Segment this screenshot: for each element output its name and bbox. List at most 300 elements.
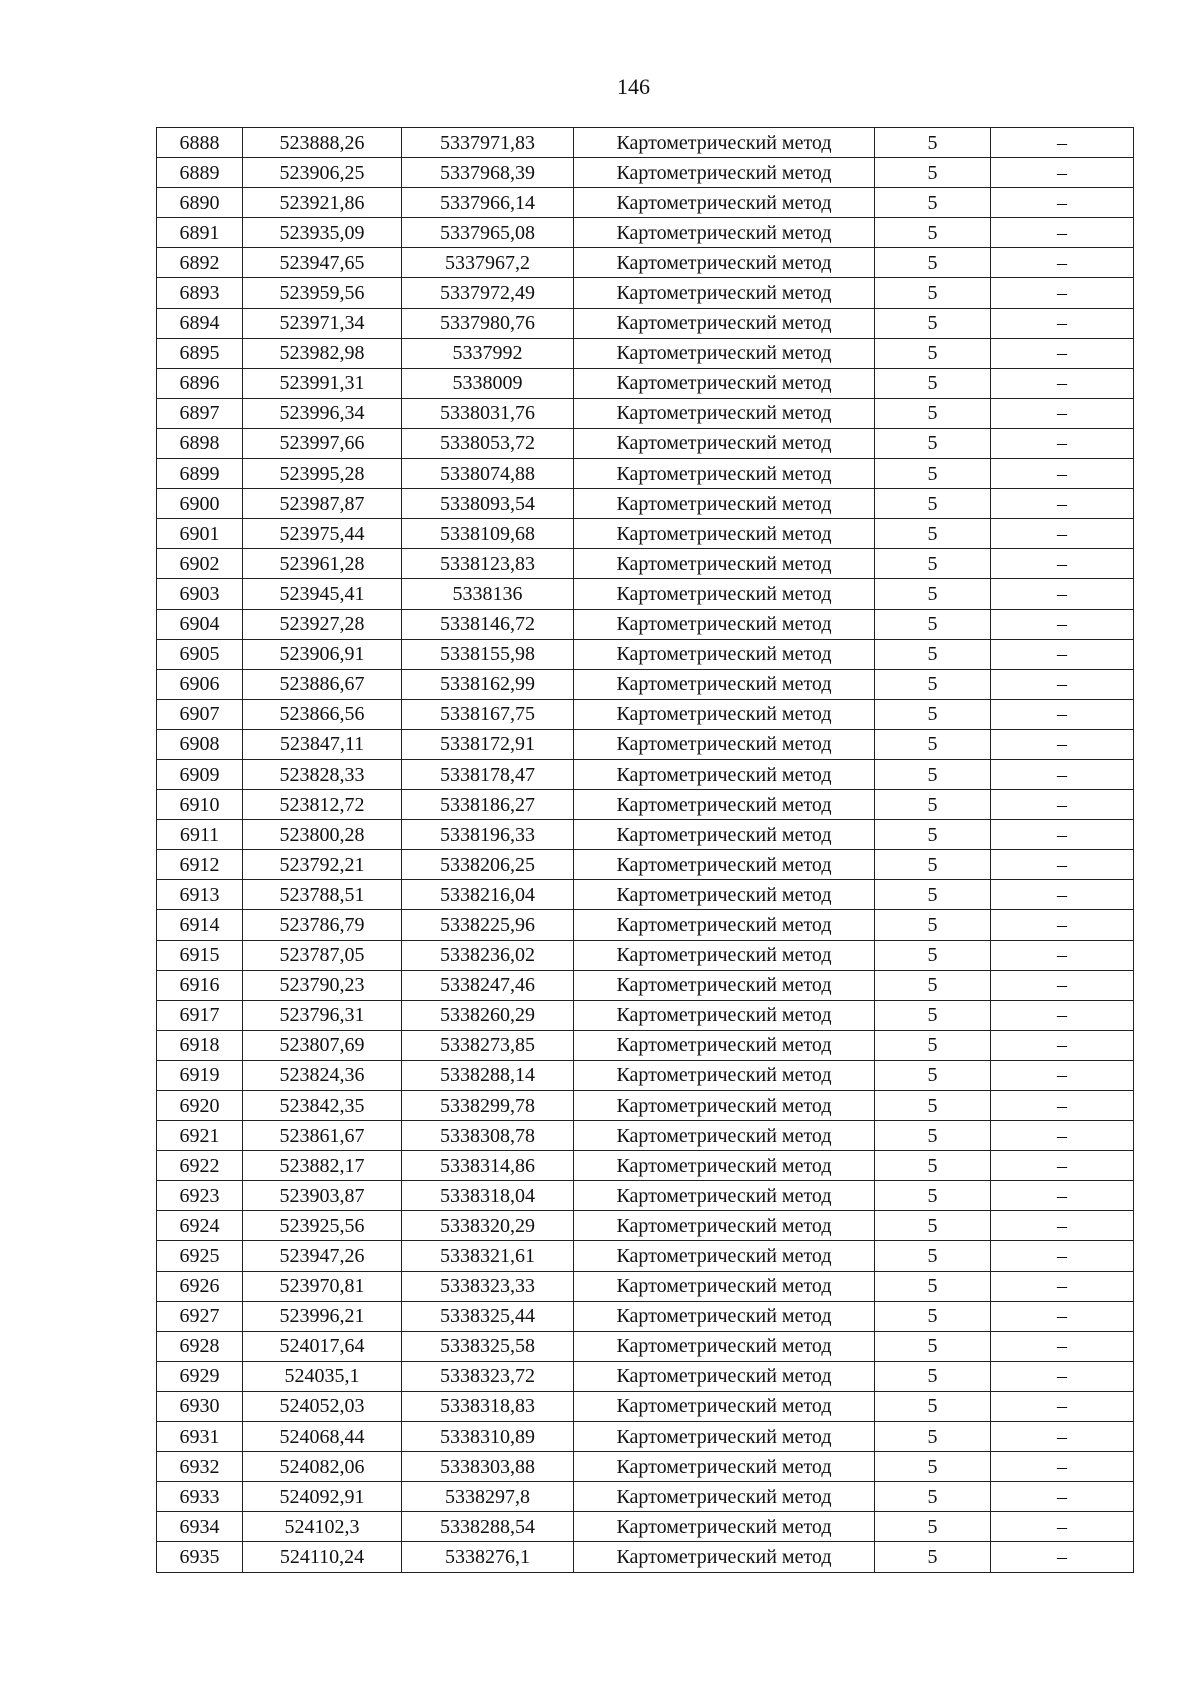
y-coordinate-cell: 5338074,88: [402, 459, 574, 489]
point-number-cell: 6902: [157, 549, 243, 579]
table-row: [157, 459, 1134, 489]
point-number-cell: 6926: [157, 1271, 243, 1301]
x-coordinate-cell: 523975,44: [243, 519, 402, 549]
table-row: [157, 1211, 1134, 1241]
note-cell: –: [991, 1542, 1134, 1572]
accuracy-cell: 5: [875, 1391, 991, 1421]
point-number-cell: 6894: [157, 308, 243, 338]
y-coordinate-cell: 5338318,04: [402, 1181, 574, 1211]
y-coordinate-cell: 5338310,89: [402, 1422, 574, 1452]
x-coordinate-cell: 523888,26: [243, 128, 402, 158]
x-coordinate-cell: 523842,35: [243, 1091, 402, 1121]
note-cell: –: [991, 1241, 1134, 1271]
y-coordinate-cell: 5338167,75: [402, 699, 574, 729]
table-row: [157, 639, 1134, 669]
method-cell: Картометрический метод: [574, 1121, 875, 1151]
y-coordinate-cell: 5338325,58: [402, 1331, 574, 1361]
x-coordinate-cell: 523947,26: [243, 1241, 402, 1271]
table-row: [157, 338, 1134, 368]
table-row: [157, 910, 1134, 940]
accuracy-cell: 5: [875, 368, 991, 398]
accuracy-cell: 5: [875, 549, 991, 579]
x-coordinate-cell: 524017,64: [243, 1331, 402, 1361]
x-coordinate-cell: 523790,23: [243, 970, 402, 1000]
x-coordinate-cell: 523787,05: [243, 940, 402, 970]
y-coordinate-cell: 5338321,61: [402, 1241, 574, 1271]
method-cell: Картометрический метод: [574, 1361, 875, 1391]
note-cell: –: [991, 759, 1134, 789]
x-coordinate-cell: 523961,28: [243, 549, 402, 579]
table-row: [157, 489, 1134, 519]
accuracy-cell: 5: [875, 850, 991, 880]
point-number-cell: 6930: [157, 1391, 243, 1421]
y-coordinate-cell: 5338318,83: [402, 1391, 574, 1421]
y-coordinate-cell: 5338276,1: [402, 1542, 574, 1572]
table-row: [157, 248, 1134, 278]
y-coordinate-cell: 5338314,86: [402, 1151, 574, 1181]
table-row: [157, 368, 1134, 398]
accuracy-cell: 5: [875, 489, 991, 519]
table-row: [157, 1091, 1134, 1121]
x-coordinate-cell: 523945,41: [243, 579, 402, 609]
note-cell: –: [991, 1331, 1134, 1361]
note-cell: –: [991, 579, 1134, 609]
table-row: [157, 970, 1134, 1000]
table-row: [157, 428, 1134, 458]
accuracy-cell: 5: [875, 248, 991, 278]
method-cell: Картометрический метод: [574, 970, 875, 1000]
method-cell: Картометрический метод: [574, 1000, 875, 1030]
note-cell: –: [991, 459, 1134, 489]
method-cell: Картометрический метод: [574, 1422, 875, 1452]
y-coordinate-cell: 5338136: [402, 579, 574, 609]
accuracy-cell: 5: [875, 428, 991, 458]
accuracy-cell: 5: [875, 1211, 991, 1241]
table-row: [157, 880, 1134, 910]
accuracy-cell: 5: [875, 1030, 991, 1060]
y-coordinate-cell: 5338297,8: [402, 1482, 574, 1512]
x-coordinate-cell: 523996,21: [243, 1301, 402, 1331]
note-cell: –: [991, 1482, 1134, 1512]
note-cell: –: [991, 158, 1134, 188]
y-coordinate-cell: 5338236,02: [402, 940, 574, 970]
table-row: [157, 609, 1134, 639]
y-coordinate-cell: 5338323,33: [402, 1271, 574, 1301]
y-coordinate-cell: 5338146,72: [402, 609, 574, 639]
note-cell: –: [991, 669, 1134, 699]
note-cell: –: [991, 519, 1134, 549]
y-coordinate-cell: 5338325,44: [402, 1301, 574, 1331]
note-cell: –: [991, 1391, 1134, 1421]
point-number-cell: 6935: [157, 1542, 243, 1572]
y-coordinate-cell: 5338178,47: [402, 759, 574, 789]
note-cell: –: [991, 428, 1134, 458]
table-row: [157, 158, 1134, 188]
point-number-cell: 6905: [157, 639, 243, 669]
y-coordinate-cell: 5338260,29: [402, 1000, 574, 1030]
x-coordinate-cell: 523886,67: [243, 669, 402, 699]
method-cell: Картометрический метод: [574, 489, 875, 519]
x-coordinate-cell: 523991,31: [243, 368, 402, 398]
method-cell: Картометрический метод: [574, 519, 875, 549]
point-number-cell: 6927: [157, 1301, 243, 1331]
note-cell: –: [991, 1091, 1134, 1121]
note-cell: –: [991, 1271, 1134, 1301]
y-coordinate-cell: 5338009: [402, 368, 574, 398]
point-number-cell: 6934: [157, 1512, 243, 1542]
accuracy-cell: 5: [875, 519, 991, 549]
table-row: [157, 1241, 1134, 1271]
method-cell: Картометрический метод: [574, 1331, 875, 1361]
point-number-cell: 6915: [157, 940, 243, 970]
accuracy-cell: 5: [875, 970, 991, 1000]
x-coordinate-cell: 524035,1: [243, 1361, 402, 1391]
method-cell: Картометрический метод: [574, 188, 875, 218]
note-cell: –: [991, 218, 1134, 248]
accuracy-cell: 5: [875, 699, 991, 729]
method-cell: Картометрический метод: [574, 1241, 875, 1271]
point-number-cell: 6929: [157, 1361, 243, 1391]
method-cell: Картометрический метод: [574, 459, 875, 489]
note-cell: –: [991, 1422, 1134, 1452]
method-cell: Картометрический метод: [574, 398, 875, 428]
method-cell: Картометрический метод: [574, 910, 875, 940]
point-number-cell: 6908: [157, 729, 243, 759]
x-coordinate-cell: 523987,87: [243, 489, 402, 519]
note-cell: –: [991, 1030, 1134, 1060]
method-cell: Картометрический метод: [574, 639, 875, 669]
note-cell: –: [991, 609, 1134, 639]
point-number-cell: 6933: [157, 1482, 243, 1512]
y-coordinate-cell: 5338031,76: [402, 398, 574, 428]
method-cell: Картометрический метод: [574, 1512, 875, 1542]
note-cell: –: [991, 368, 1134, 398]
point-number-cell: 6916: [157, 970, 243, 1000]
point-number-cell: 6895: [157, 338, 243, 368]
table-row: [157, 308, 1134, 338]
x-coordinate-cell: 523970,81: [243, 1271, 402, 1301]
table-row: [157, 940, 1134, 970]
table-row: [157, 1000, 1134, 1030]
point-number-cell: 6920: [157, 1091, 243, 1121]
method-cell: Картометрический метод: [574, 1271, 875, 1301]
y-coordinate-cell: 5337972,49: [402, 278, 574, 308]
y-coordinate-cell: 5338320,29: [402, 1211, 574, 1241]
x-coordinate-cell: 523947,65: [243, 248, 402, 278]
accuracy-cell: 5: [875, 669, 991, 699]
note-cell: –: [991, 278, 1134, 308]
table-row: [157, 1060, 1134, 1090]
point-number-cell: 6898: [157, 428, 243, 458]
table-row: [157, 128, 1134, 158]
accuracy-cell: 5: [875, 128, 991, 158]
accuracy-cell: 5: [875, 579, 991, 609]
table-row: [157, 669, 1134, 699]
table-row: [157, 850, 1134, 880]
accuracy-cell: 5: [875, 1000, 991, 1030]
y-coordinate-cell: 5338288,54: [402, 1512, 574, 1542]
y-coordinate-cell: 5337980,76: [402, 308, 574, 338]
point-number-cell: 6889: [157, 158, 243, 188]
x-coordinate-cell: 523925,56: [243, 1211, 402, 1241]
table-row: [157, 729, 1134, 759]
accuracy-cell: 5: [875, 1361, 991, 1391]
point-number-cell: 6914: [157, 910, 243, 940]
y-coordinate-cell: 5337971,83: [402, 128, 574, 158]
method-cell: Картометрический метод: [574, 1151, 875, 1181]
y-coordinate-cell: 5338206,25: [402, 850, 574, 880]
note-cell: –: [991, 398, 1134, 428]
y-coordinate-cell: 5338109,68: [402, 519, 574, 549]
accuracy-cell: 5: [875, 398, 991, 428]
x-coordinate-cell: 524102,3: [243, 1512, 402, 1542]
y-coordinate-cell: 5337968,39: [402, 158, 574, 188]
table-row: [157, 1542, 1134, 1572]
method-cell: Картометрический метод: [574, 850, 875, 880]
y-coordinate-cell: 5338247,46: [402, 970, 574, 1000]
x-coordinate-cell: 523971,34: [243, 308, 402, 338]
x-coordinate-cell: 523921,86: [243, 188, 402, 218]
table-row: [157, 519, 1134, 549]
accuracy-cell: 5: [875, 1301, 991, 1331]
accuracy-cell: 5: [875, 188, 991, 218]
x-coordinate-cell: 523788,51: [243, 880, 402, 910]
point-number-cell: 6913: [157, 880, 243, 910]
x-coordinate-cell: 523800,28: [243, 820, 402, 850]
accuracy-cell: 5: [875, 308, 991, 338]
note-cell: –: [991, 549, 1134, 579]
table-row: [157, 579, 1134, 609]
table-row: [157, 1452, 1134, 1482]
accuracy-cell: 5: [875, 1121, 991, 1151]
x-coordinate-cell: 523866,56: [243, 699, 402, 729]
note-cell: –: [991, 1181, 1134, 1211]
x-coordinate-cell: 523812,72: [243, 790, 402, 820]
point-number-cell: 6910: [157, 790, 243, 820]
coordinates-table-body: [157, 128, 1134, 1573]
table-row: [157, 1121, 1134, 1151]
point-number-cell: 6911: [157, 820, 243, 850]
accuracy-cell: 5: [875, 278, 991, 308]
x-coordinate-cell: 523906,25: [243, 158, 402, 188]
point-number-cell: 6896: [157, 368, 243, 398]
x-coordinate-cell: 524052,03: [243, 1391, 402, 1421]
y-coordinate-cell: 5338162,99: [402, 669, 574, 699]
accuracy-cell: 5: [875, 940, 991, 970]
x-coordinate-cell: 523927,28: [243, 609, 402, 639]
page-number: 146: [617, 74, 650, 99]
x-coordinate-cell: 523792,21: [243, 850, 402, 880]
method-cell: Картометрический метод: [574, 158, 875, 188]
accuracy-cell: 5: [875, 459, 991, 489]
y-coordinate-cell: 5337966,14: [402, 188, 574, 218]
table-row: [157, 398, 1134, 428]
note-cell: –: [991, 699, 1134, 729]
note-cell: –: [991, 639, 1134, 669]
point-number-cell: 6888: [157, 128, 243, 158]
accuracy-cell: 5: [875, 910, 991, 940]
point-number-cell: 6924: [157, 1211, 243, 1241]
method-cell: Картометрический метод: [574, 609, 875, 639]
note-cell: –: [991, 820, 1134, 850]
method-cell: Картометрический метод: [574, 729, 875, 759]
note-cell: –: [991, 248, 1134, 278]
accuracy-cell: 5: [875, 1482, 991, 1512]
note-cell: –: [991, 1452, 1134, 1482]
method-cell: Картометрический метод: [574, 820, 875, 850]
point-number-cell: 6932: [157, 1452, 243, 1482]
x-coordinate-cell: 523796,31: [243, 1000, 402, 1030]
y-coordinate-cell: 5337967,2: [402, 248, 574, 278]
note-cell: –: [991, 790, 1134, 820]
accuracy-cell: 5: [875, 820, 991, 850]
table-row: [157, 1181, 1134, 1211]
table-row: [157, 820, 1134, 850]
x-coordinate-cell: 524082,06: [243, 1452, 402, 1482]
accuracy-cell: 5: [875, 1151, 991, 1181]
y-coordinate-cell: 5338225,96: [402, 910, 574, 940]
x-coordinate-cell: 523959,56: [243, 278, 402, 308]
method-cell: Картометрический метод: [574, 1181, 875, 1211]
method-cell: Картометрический метод: [574, 790, 875, 820]
accuracy-cell: 5: [875, 1060, 991, 1090]
accuracy-cell: 5: [875, 1091, 991, 1121]
point-number-cell: 6901: [157, 519, 243, 549]
accuracy-cell: 5: [875, 790, 991, 820]
x-coordinate-cell: 523861,67: [243, 1121, 402, 1151]
point-number-cell: 6891: [157, 218, 243, 248]
accuracy-cell: 5: [875, 1271, 991, 1301]
accuracy-cell: 5: [875, 1331, 991, 1361]
method-cell: Картометрический метод: [574, 579, 875, 609]
method-cell: Картометрический метод: [574, 128, 875, 158]
x-coordinate-cell: 523828,33: [243, 759, 402, 789]
method-cell: Картометрический метод: [574, 1211, 875, 1241]
note-cell: –: [991, 188, 1134, 218]
note-cell: –: [991, 880, 1134, 910]
y-coordinate-cell: 5338323,72: [402, 1361, 574, 1391]
y-coordinate-cell: 5338196,33: [402, 820, 574, 850]
method-cell: Картометрический метод: [574, 1091, 875, 1121]
accuracy-cell: 5: [875, 1542, 991, 1572]
x-coordinate-cell: 523995,28: [243, 459, 402, 489]
x-coordinate-cell: 523903,87: [243, 1181, 402, 1211]
table-row: [157, 278, 1134, 308]
method-cell: Картометрический метод: [574, 428, 875, 458]
note-cell: –: [991, 850, 1134, 880]
point-number-cell: 6906: [157, 669, 243, 699]
method-cell: Картометрический метод: [574, 549, 875, 579]
x-coordinate-cell: 523997,66: [243, 428, 402, 458]
point-number-cell: 6918: [157, 1030, 243, 1060]
method-cell: Картометрический метод: [574, 880, 875, 910]
x-coordinate-cell: 523824,36: [243, 1060, 402, 1090]
point-number-cell: 6907: [157, 699, 243, 729]
table-row: [157, 218, 1134, 248]
y-coordinate-cell: 5338288,14: [402, 1060, 574, 1090]
y-coordinate-cell: 5338308,78: [402, 1121, 574, 1151]
table-row: [157, 1271, 1134, 1301]
point-number-cell: 6892: [157, 248, 243, 278]
x-coordinate-cell: 524110,24: [243, 1542, 402, 1572]
method-cell: Картометрический метод: [574, 940, 875, 970]
y-coordinate-cell: 5337965,08: [402, 218, 574, 248]
method-cell: Картометрический метод: [574, 759, 875, 789]
point-number-cell: 6903: [157, 579, 243, 609]
accuracy-cell: 5: [875, 639, 991, 669]
y-coordinate-cell: 5338273,85: [402, 1030, 574, 1060]
method-cell: Картометрический метод: [574, 218, 875, 248]
table-row: [157, 790, 1134, 820]
y-coordinate-cell: 5338186,27: [402, 790, 574, 820]
accuracy-cell: 5: [875, 1512, 991, 1542]
point-number-cell: 6897: [157, 398, 243, 428]
point-number-cell: 6893: [157, 278, 243, 308]
x-coordinate-cell: 523807,69: [243, 1030, 402, 1060]
point-number-cell: 6919: [157, 1060, 243, 1090]
point-number-cell: 6931: [157, 1422, 243, 1452]
note-cell: –: [991, 729, 1134, 759]
method-cell: Картометрический метод: [574, 1030, 875, 1060]
point-number-cell: 6923: [157, 1181, 243, 1211]
accuracy-cell: 5: [875, 338, 991, 368]
x-coordinate-cell: 523847,11: [243, 729, 402, 759]
note-cell: –: [991, 910, 1134, 940]
note-cell: –: [991, 1000, 1134, 1030]
point-number-cell: 6890: [157, 188, 243, 218]
method-cell: Картометрический метод: [574, 1482, 875, 1512]
table-row: [157, 1512, 1134, 1542]
x-coordinate-cell: 524092,91: [243, 1482, 402, 1512]
table-row: [157, 1391, 1134, 1421]
x-coordinate-cell: 523935,09: [243, 218, 402, 248]
method-cell: Картометрический метод: [574, 338, 875, 368]
method-cell: Картометрический метод: [574, 1060, 875, 1090]
accuracy-cell: 5: [875, 609, 991, 639]
note-cell: –: [991, 1211, 1134, 1241]
point-number-cell: 6921: [157, 1121, 243, 1151]
method-cell: Картометрический метод: [574, 1542, 875, 1572]
accuracy-cell: 5: [875, 1452, 991, 1482]
note-cell: –: [991, 1361, 1134, 1391]
point-number-cell: 6928: [157, 1331, 243, 1361]
y-coordinate-cell: 5338093,54: [402, 489, 574, 519]
table-row: [157, 1301, 1134, 1331]
x-coordinate-cell: 523982,98: [243, 338, 402, 368]
note-cell: –: [991, 1301, 1134, 1331]
table-row: [157, 1151, 1134, 1181]
table-row: [157, 1331, 1134, 1361]
point-number-cell: 6917: [157, 1000, 243, 1030]
accuracy-cell: 5: [875, 729, 991, 759]
method-cell: Картометрический метод: [574, 1391, 875, 1421]
method-cell: Картометрический метод: [574, 308, 875, 338]
note-cell: –: [991, 1512, 1134, 1542]
method-cell: Картометрический метод: [574, 278, 875, 308]
coordinates-table: [156, 127, 1134, 1573]
table-row: [157, 549, 1134, 579]
method-cell: Картометрический метод: [574, 699, 875, 729]
note-cell: –: [991, 1060, 1134, 1090]
method-cell: Картометрический метод: [574, 669, 875, 699]
note-cell: –: [991, 489, 1134, 519]
table-row: [157, 1361, 1134, 1391]
accuracy-cell: 5: [875, 1181, 991, 1211]
note-cell: –: [991, 338, 1134, 368]
method-cell: Картометрический метод: [574, 248, 875, 278]
y-coordinate-cell: 5338303,88: [402, 1452, 574, 1482]
note-cell: –: [991, 128, 1134, 158]
